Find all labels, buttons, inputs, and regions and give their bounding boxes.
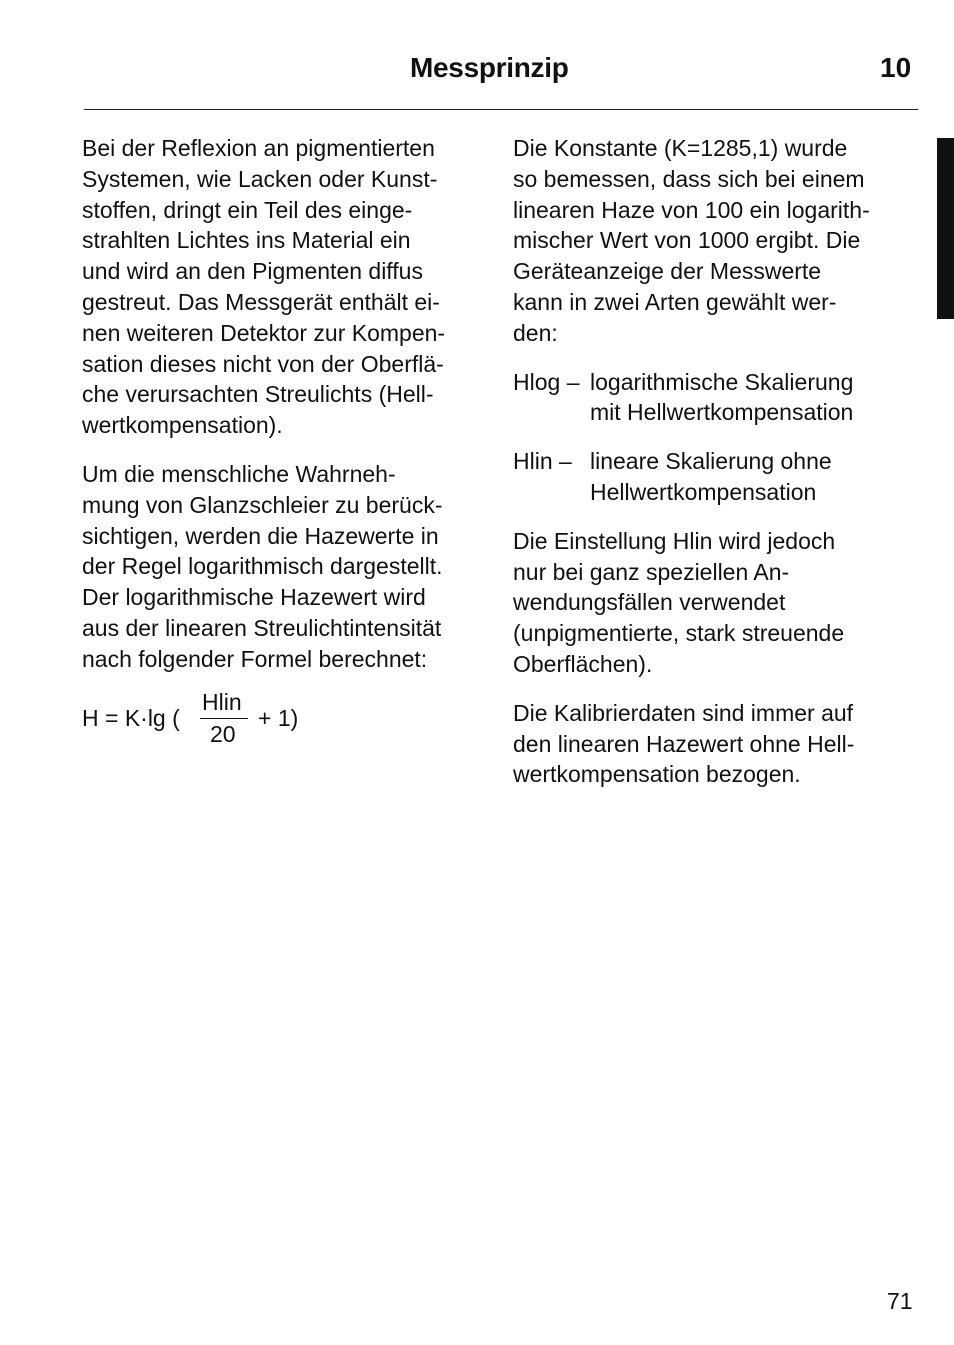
right-column <box>513 133 918 808</box>
formula-lhs: H = K·lg ( <box>82 704 180 731</box>
formula-numerator: Hlin <box>202 688 242 715</box>
chapter-number: 10 <box>880 52 912 83</box>
paragraph-einstellung: Die Einstellung Hlin wird jedoch nur bei ganz speziellen An- wendungsfällen verwendet (unpigmentierte, stark streuende Oberflächen). <box>513 527 845 677</box>
chapter-thumb-tab <box>937 138 954 319</box>
paragraph-reflexion: Bei der Reflexion an pigmentierten Systemen, wie Lacken oder Kunst- stoffen, dringt ein Teil des einge- strahlten Lichtes ins Material ein und wird an den Pigmenten diffus gestreut. Das Messgerät enthält ei- nen weiteren Detektor zur Kompen- sation dieses nicht von der Oberflä- che verursachten Streulichts (Hell- wertkompensation). <box>82 135 446 439</box>
paragraph-konstante: Die Konstante (K=1285,1) wurde so bemessen, dass sich bei einem linearen Haze von 100 ein logarith- mischer Wert von 1000 ergibt. Die Geräteanzeige der Messwerte kann in zwei Arten gewählt wer- den: <box>513 135 870 346</box>
haze-formula <box>82 688 502 753</box>
header-divider <box>84 109 918 110</box>
definition-item <box>513 446 918 508</box>
formula-denominator: 20 <box>210 720 236 747</box>
page-title: Messprinzip <box>410 52 569 83</box>
paragraph-wahrnehmung: Um die menschliche Wahrneh- mung von Glanzschleier zu berück- sichtigen, werden die Hazewerte in der Regel logarithmisch dargestellt. Der logarithmische Hazewert wird aus der linearen Streulichtintensität nach folgender Formel berechnet: <box>82 460 443 672</box>
paragraph-kalibrierdaten: Die Kalibrierdaten sind immer auf den linearen Hazewert ohne Hell- wertkompensation bezogen. <box>513 699 855 788</box>
page-number: 71 <box>887 1288 913 1314</box>
definition-term: Hlin – <box>513 448 572 475</box>
left-column <box>82 133 502 753</box>
formula-rhs: + 1) <box>258 704 299 731</box>
definition-description: logarithmische Skalierung mit Hellwertkompensation <box>590 368 854 426</box>
definition-term: Hlog – <box>513 368 580 395</box>
definition-item <box>513 367 918 429</box>
definition-description: lineare Skalierung ohne Hellwertkompensation <box>590 448 832 505</box>
